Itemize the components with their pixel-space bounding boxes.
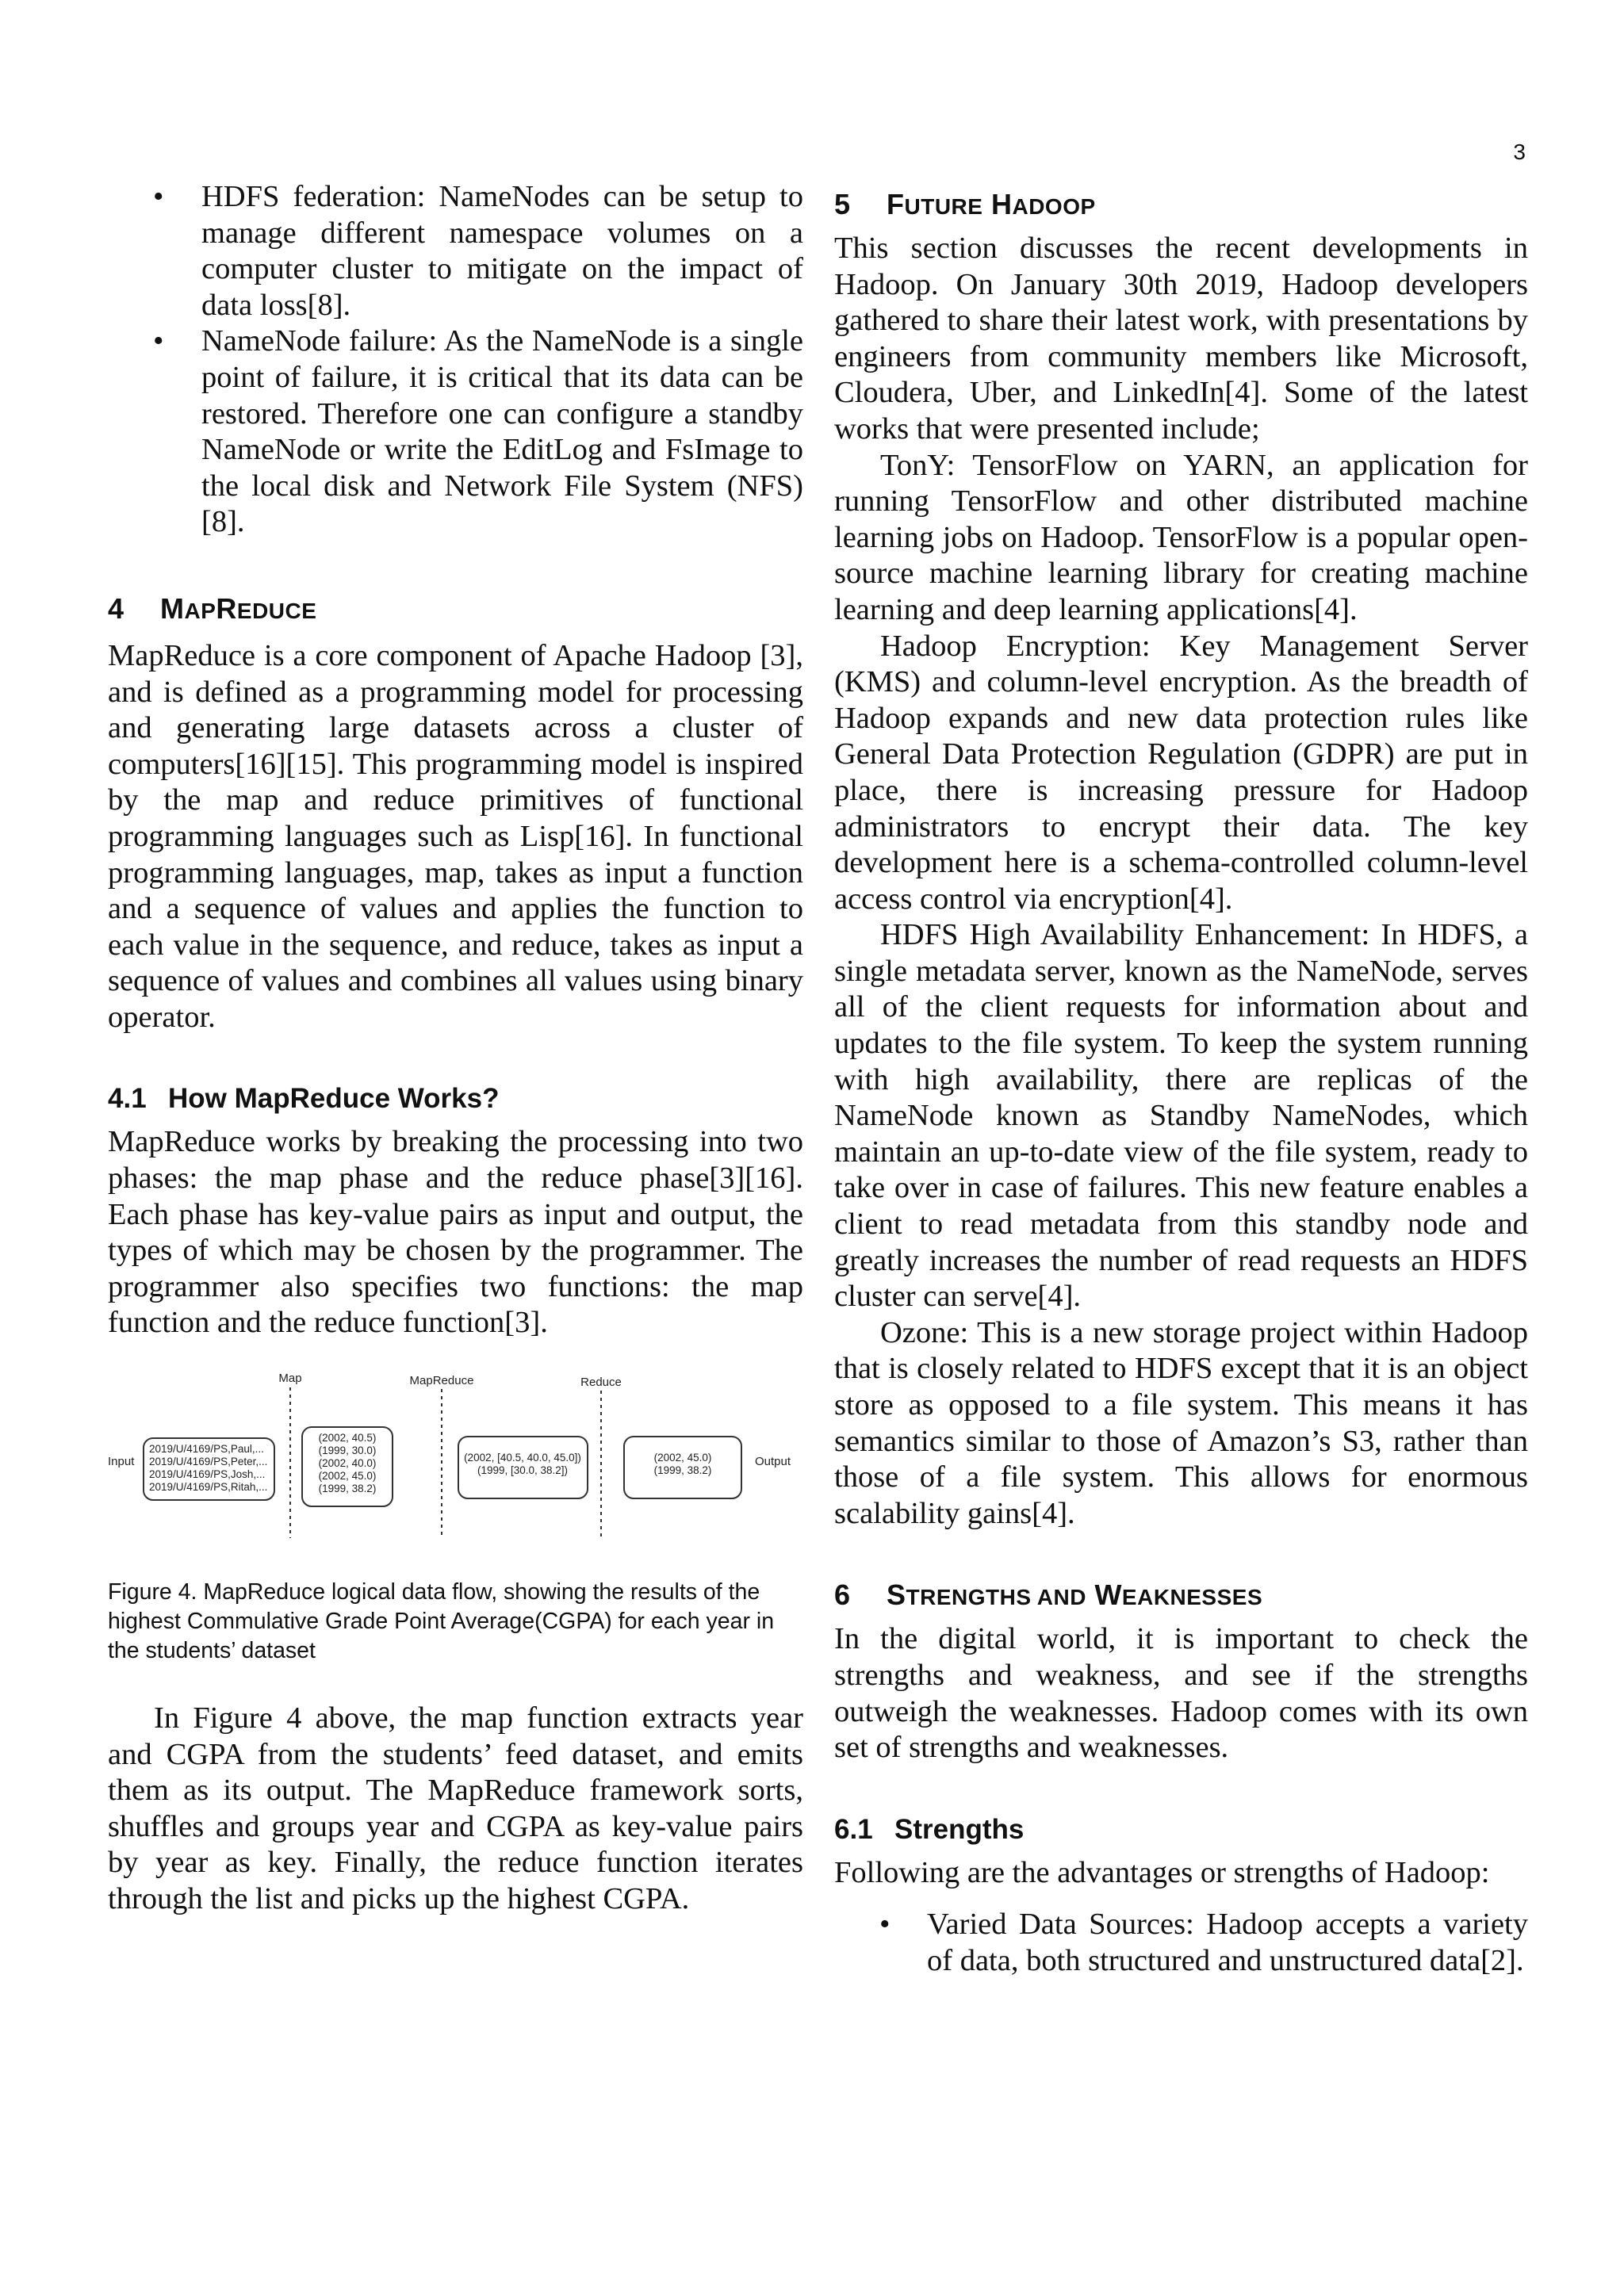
list-item — [834, 1907, 1528, 1979]
subsection-6-1-paragraph: Following are the advantages or strengths of Hadoop: — [834, 1855, 1490, 1889]
left-column — [108, 179, 803, 1918]
strengths-bullet-list — [834, 1907, 1528, 1979]
input-record: 2019/U/4169/PS,Paul,... — [149, 1443, 264, 1456]
subsection-title: Strengths — [894, 1813, 1025, 1845]
page-number: 3 — [1513, 140, 1526, 164]
section-title-part: H — [990, 188, 1013, 220]
section-title-part: R — [216, 591, 237, 625]
subsection-4-1-paragraph: MapReduce works by breaking the processing into two phases: the map phase and the reduce phase[3][16]. Each phase has key-value pairs as input and output, the types of which may be chosen by the programmer. The programmer also specifies two functions: the map function and the reduce function[3]. — [108, 1125, 803, 1340]
subsection-number: 4.1 — [108, 1083, 147, 1115]
subsection-number: 6.1 — [834, 1813, 873, 1845]
section-5-paragraph: Ozone: This is a new storage project within Hadoop that is closely related to HDFS except that it is an object store as opposed to a file system. This means it has semantics similar to those of Amazon’s S3, rather than those of a file system. This allows for enormous scalability gains[4]. — [834, 1315, 1528, 1530]
section-title-part: UTURE — [904, 194, 983, 219]
bullet-icon: • — [153, 324, 164, 358]
input-record: 2019/U/4169/PS,Ritah,... — [149, 1481, 268, 1494]
section-number: 6 — [834, 1578, 851, 1612]
reduce-output-pair: (2002, 45.0) — [653, 1452, 712, 1464]
section-number: 5 — [834, 188, 851, 220]
subsection-title: How MapReduce Works? — [168, 1083, 500, 1115]
input-label: Input — [108, 1455, 135, 1469]
bullet-icon: • — [153, 180, 164, 213]
phase-label-map: Map — [278, 1372, 302, 1386]
section-title-part: TRENGTHS AND — [906, 1585, 1086, 1610]
subsection-4-1-heading — [108, 1081, 803, 1116]
right-column — [834, 179, 1528, 1980]
subsection-6-1-heading — [834, 1812, 1528, 1847]
output-label: Output — [755, 1455, 791, 1469]
bullet-text: HDFS federation: NameNodes can be setup to manage different namespace volumes on a computer cluster to mitigate on the impact of data loss[8]. — [201, 180, 803, 322]
reduce-output-pair: (1999, 38.2) — [653, 1464, 712, 1477]
section-title-part: F — [887, 188, 905, 220]
map-output-pair: (2002, 40.5) — [318, 1432, 377, 1445]
input-record: 2019/U/4169/PS,Josh,... — [149, 1468, 266, 1481]
bullet-icon: • — [879, 1908, 891, 1942]
section-6-heading — [834, 1578, 1528, 1615]
section-4-paragraph: MapReduce is a core component of Apache Hadoop [3], and is defined as a programming model for processing and generating large datasets across a cluster of computers[16][15]. This programming model is inspired by the map and reduce primitives of functional programming languages such as Lisp[16]. In functional programming languages, map, takes as input a function and a sequence of values and applies the function to each value in the sequence, and reduce, takes as input a sequence of values and combines all values using binary operator. — [108, 638, 803, 1034]
input-record: 2019/U/4169/PS,Peter,... — [149, 1456, 268, 1468]
hdfs-bullet-list — [108, 179, 803, 541]
map-output-pair: (1999, 38.2) — [318, 1483, 377, 1495]
bullet-text: Varied Data Sources: Hadoop accepts a variety of data, both structured and unstructured data[2]. — [927, 1908, 1528, 1977]
grouped-pair: (1999, [30.0, 38.2]) — [477, 1464, 569, 1477]
section-title-part: AP — [184, 598, 216, 623]
section-5-paragraph: Hadoop Encryption: Key Management Server (KMS) and column-level encryption. As the breadth of Hadoop expands and new data protection rules like General Data Protection Regulation (GDPR) are put in place, there is increasing pressure for Hadoop administrators to encrypt their data. The key development here is a schema-controlled column-level access control via encryption[4]. — [834, 629, 1528, 916]
phase-label-mapreduce: MapReduce — [409, 1374, 474, 1388]
section-5-paragraph: HDFS High Availability Enhancement: In HDFS, a single metadata server, known as the NameNode, serves all of the client requests for information about and updates to the file system. To keep the system running with high availability, there are replicas of the NameNode known as Standby NameNodes, which maintain an up-to-date view of the file system, ready to take over in case of failures. This new feature enables a client to read metadata from this standby node and greatly increases the number of read requests an HDFS cluster can serve[4]. — [834, 918, 1528, 1314]
section-5-paragraph: TonY: TensorFlow on YARN, an application for running TensorFlow and other distributed machine learning jobs on Hadoop. TensorFlow is a popular open-source machine learning library for creating machine learning and deep learning applications[4]. — [834, 448, 1528, 626]
section-5-paragraph: This section discusses the recent developments in Hadoop. On January 30th 2019, Hadoop developers gathered to share their latest work, with presentations by engineers from community members like Microsoft, Cloudera, Uber, and LinkedIn[4]. Some of the latest works that were presented include; — [834, 232, 1528, 446]
section-title-part: ADOOP — [1012, 194, 1096, 219]
section-title-part: W — [1094, 1578, 1122, 1612]
list-item — [108, 179, 803, 323]
section-6-paragraph: In the digital world, it is important to check the strengths and weakness, and see if the strengths outweigh the weaknesses. Hadoop comes with its own set of strengths and weaknesses. — [834, 1622, 1528, 1765]
mapreduce-diagram — [108, 1372, 803, 1546]
list-item — [108, 323, 803, 541]
phase-label-reduce: Reduce — [580, 1376, 622, 1390]
grouped-pair: (2002, [40.5, 40.0, 45.0]) — [464, 1452, 581, 1464]
section-number: 4 — [108, 591, 124, 625]
map-output-pair: (2002, 40.0) — [318, 1457, 377, 1470]
section-title-part: EDUCE — [236, 598, 317, 623]
section-4-heading — [108, 591, 803, 629]
figure-4-caption: Figure 4. MapReduce logical data flow, showing the results of the highest Commulative Grade Point Average(CGPA) for each year in the students’ dataset — [108, 1579, 775, 1664]
section-title-part: M — [160, 591, 185, 625]
section-title-part: EAKNESSES — [1121, 1585, 1263, 1610]
figure-4-discussion: In Figure 4 above, the map function extracts year and CGPA from the students’ feed dataset, and emits them as its output. The MapReduce framework sorts, shuffles and groups year and CGPA as key-value pairs by year as key. Finally, the reduce function iterates through the list and picks up the highest CGPA. — [108, 1701, 803, 1915]
map-output-pair: (2002, 45.0) — [318, 1470, 377, 1483]
bullet-text: NameNode failure: As the NameNode is a single point of failure, it is critical that its data can be restored. Therefore one can configure a standby NameNode or write the EditLog and FsImage to the local disk and Network File System (NFS)[8]. — [201, 324, 803, 539]
figure-4 — [108, 1372, 803, 1666]
section-5-heading — [834, 187, 1528, 224]
map-output-pair: (1999, 30.0) — [318, 1445, 377, 1457]
section-title-part: S — [887, 1578, 906, 1612]
